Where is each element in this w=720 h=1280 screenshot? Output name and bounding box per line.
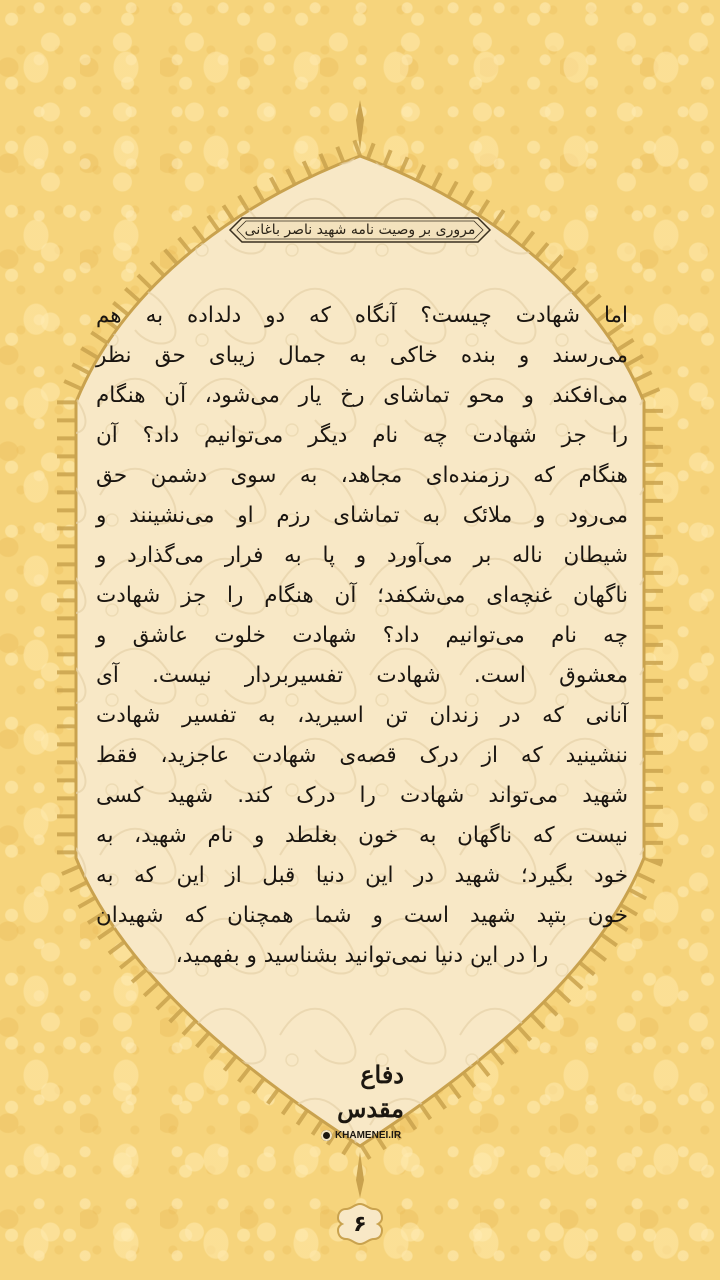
text-line: هنگام که رزمنده‌ای مجاهد، به سوی دشمن حق [96,463,628,488]
text-line: را در این دنیا نمی‌توانید بشناسید و بفهمید، [175,943,549,968]
text-line: معشوق است. شهادت تفسیربردار نیست. آی [96,663,628,688]
khamenei-emblem-icon [321,1130,332,1141]
text-line: خون بتپد شهید است و شما همچنان که شهیدان [96,903,628,928]
text-line: خود بگیرد؛ شهید در این دنیا قبل از این که به [96,863,628,888]
text-line: چه نام می‌توانیم داد؟ شهادت خلوت عاشق و [96,623,628,648]
logo-calligraphy: دفاع مقدس [337,1060,404,1123]
text-line: می‌افکند و محو تماشای رخ یار می‌شود، آن هنگام [96,383,628,408]
text-line: را جز شهادت چه نام دیگر می‌توانیم داد؟ آن [96,423,628,448]
text-line: ناگهان غنچه‌ای می‌شکفد؛ آن هنگام را جز شهادت [96,583,628,608]
will-excerpt-text [96,296,628,976]
khamenei-ir-logo [321,1130,401,1141]
text-line: می‌رسند و بنده خاکی به جمال زیبای حق نظر [96,343,628,368]
text-line: شیطان ناله بر می‌آورد و پا به فرار می‌گذارد و [96,543,628,568]
page-number: ۶ [353,1211,367,1237]
text-line: اما شهادت چیست؟ آنگاه که دو دلداده به هم [96,303,628,328]
sacred-defense-logo [318,1058,404,1141]
page-title: مروری بر وصیت نامه شهید ناصر باغانی [244,222,476,238]
text-line: شهید می‌تواند شهادت را درک کند. شهید کسی [96,783,628,808]
logo-site-text: KHAMENEI.IR [334,1130,402,1141]
text-line: ننشینید که از درک قصه‌ی شهادت عاجزید، فقط [96,743,628,768]
text-line: می‌رود و ملائک به تماشای رزم او می‌نشینند و [96,503,628,528]
text-line: آنانی که در زندان تن اسیرید، به تفسیر شهادت [96,703,628,728]
title-plaque [228,216,492,244]
text-line: نیست که ناگهان به خون بغلطد و نام شهید، به [96,823,628,848]
page-number-badge [336,1202,384,1246]
